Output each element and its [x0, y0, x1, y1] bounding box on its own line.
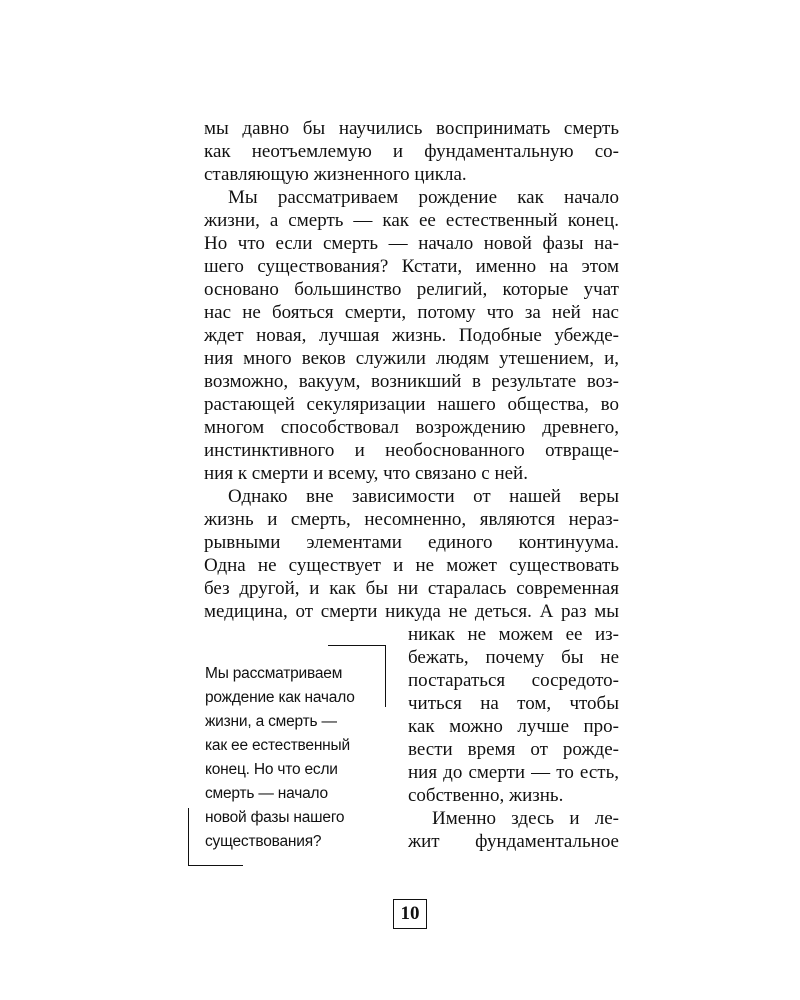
body-line: Но что если смерть — начало новой фазы на- [204, 233, 619, 254]
body-line: постараться сосредото- [408, 670, 619, 691]
body-line: вести время от рожде- [408, 739, 619, 760]
page-number: 10 [393, 899, 427, 929]
body-line: многом способствовал возрождению древнего, [204, 417, 619, 438]
body-line: инстинктивного и необоснованного отвраще- [204, 440, 619, 461]
pull-quote-line: как ее естественный [205, 737, 350, 754]
pull-quote-line: Мы рассматриваем [205, 665, 343, 682]
wrapped-text-column [408, 0, 619, 1000]
body-line: как неотъемлемую и фундаментальную со- [204, 141, 619, 162]
body-line: ния до смерти — то есть, [408, 762, 619, 783]
body-line: собственно, жизнь. [408, 785, 564, 806]
body-line: основано большинство религий, которые учат [204, 279, 619, 300]
pull-quote-line: существования? [205, 833, 322, 850]
paragraph-start-line: Однако вне зависимости от нашей веры [228, 486, 619, 507]
body-line: медицина, от смерти никуда не деться. А раз мы [204, 601, 619, 622]
body-line: как можно лучше про- [408, 716, 619, 737]
body-line: жизни, а смерть — как ее естественный конец. [204, 210, 619, 231]
pull-quote-line: новой фазы нашего [205, 809, 345, 826]
body-line: бежать, почему бы не [408, 647, 619, 668]
body-line: жит фундаментальное [408, 831, 619, 852]
paragraph-start-line: Мы рассматриваем рождение как начало [228, 187, 619, 208]
body-line: ния много веков служили людям утешением, и, [204, 348, 619, 369]
body-line: ния к смерти и всему, что связано с ней. [204, 463, 528, 484]
pull-quote-rule [188, 865, 243, 866]
pull-quote-rule [188, 808, 189, 866]
body-line: Одна не существует и не может существовать [204, 555, 619, 576]
body-line: мы давно бы научились воспринимать смерть [204, 118, 619, 139]
pull-quote-rule [385, 645, 386, 707]
body-line: ждет новая, лучшая жизнь. Подобные убежде- [204, 325, 619, 346]
pull-quote-line: жизни, а смерть — [205, 713, 337, 730]
pull-quote-line: конец. Но что если [205, 761, 338, 778]
body-line: без другой, и как бы ни старалась современная [204, 578, 619, 599]
body-line: растающей секуляризации нашего общества, во [204, 394, 619, 415]
body-line: возможно, вакуум, возникший в результате воз- [204, 371, 619, 392]
body-line: шего существования? Кстати, именно на этом [204, 256, 619, 277]
pull-quote [188, 645, 403, 867]
body-line: рывными элементами единого континуума. [204, 532, 619, 553]
body-line: жизнь и смерть, несомненно, являются нераз- [204, 509, 619, 530]
paragraph-start-line: Именно здесь и ле- [432, 808, 619, 829]
body-line: нас не бояться смерти, потому что за ней нас [204, 302, 619, 323]
body-line: никак не можем ее из- [408, 624, 619, 645]
pull-quote-rule [328, 645, 386, 646]
pull-quote-line: рождение как начало [205, 689, 355, 706]
body-line: ставляющую жизненного цикла. [204, 164, 467, 185]
pull-quote-line: смерть — начало [205, 785, 328, 802]
body-line: читься на том, чтобы [408, 693, 619, 714]
